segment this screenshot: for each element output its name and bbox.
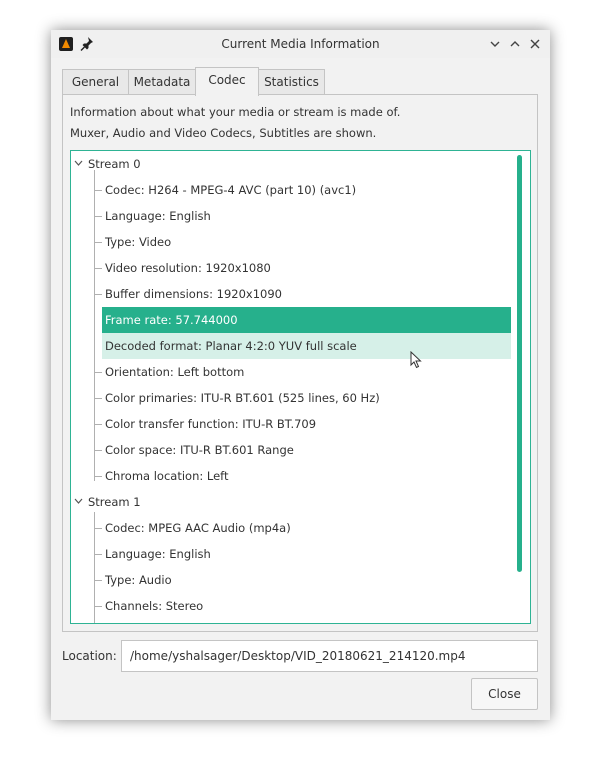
stream-label: Stream 0: [88, 157, 141, 171]
tree-item-label: Language: English: [105, 209, 211, 223]
expand-arrow-icon[interactable]: [74, 498, 83, 504]
tree-item-label: Channels: Stereo: [105, 599, 204, 613]
tree-item[interactable]: [71, 281, 511, 307]
tree-item-label: Color space: ITU-R BT.601 Range: [105, 443, 294, 457]
tree-item-label: Type: Audio: [105, 573, 172, 587]
tree-item[interactable]: [71, 515, 511, 541]
tree-stream-0[interactable]: [71, 151, 511, 177]
tree-item[interactable]: [71, 359, 511, 385]
tree-item[interactable]: [71, 567, 511, 593]
tab-codec[interactable]: Codec: [195, 67, 259, 96]
codec-tree[interactable]: [70, 150, 531, 624]
expand-arrow-icon[interactable]: [74, 160, 83, 166]
tree-item-label: Color transfer function: ITU-R BT.709: [105, 417, 317, 431]
codec-description-line2: Muxer, Audio and Video Codecs, Subtitles are shown.: [70, 126, 377, 140]
tree-item[interactable]: [71, 255, 511, 281]
tree-item-label: Decoded format: Planar 4:2:0 YUV full scale: [105, 339, 357, 353]
close-icon[interactable]: [527, 36, 543, 52]
tab-metadata[interactable]: Metadata: [128, 69, 196, 94]
tree-item[interactable]: [71, 463, 511, 489]
tree-item[interactable]: [71, 593, 511, 619]
maximize-icon[interactable]: [507, 36, 523, 52]
tree-item-label: Frame rate: 57.744000: [105, 313, 238, 327]
tree-item[interactable]: [71, 541, 511, 567]
tree-item[interactable]: [71, 385, 511, 411]
close-button[interactable]: Close: [471, 678, 538, 710]
tree-scrollbar[interactable]: [517, 155, 522, 572]
title-bar[interactable]: [51, 30, 550, 58]
tab-statistics[interactable]: Statistics: [258, 69, 325, 94]
tree-item[interactable]: [71, 229, 511, 255]
tree-item-label: Type: Video: [105, 235, 172, 249]
tree-item-label: Color primaries: ITU-R BT.601 (525 lines, 60 Hz): [105, 391, 380, 405]
location-field[interactable]: /home/yshalsager/Desktop/VID_20180621_214120.mp4: [121, 640, 538, 672]
codec-description-line1: Information about what your media or stream is made of.: [70, 105, 401, 119]
tree-item-label: Chroma location: Left: [105, 469, 229, 483]
tree-item-hovered[interactable]: [102, 333, 511, 359]
location-label: Location:: [62, 649, 117, 663]
codec-panel: [62, 94, 538, 632]
tree-item-label: Buffer dimensions: 1920x1090: [105, 287, 282, 301]
stream-label: Stream 1: [88, 495, 141, 509]
tree-item[interactable]: [71, 411, 511, 437]
tree-item[interactable]: [71, 177, 511, 203]
tree-item-label: Video resolution: 1920x1080: [105, 261, 271, 275]
tree-stream-1[interactable]: [71, 489, 511, 515]
tree-item[interactable]: [71, 203, 511, 229]
tree-item-label: Language: English: [105, 547, 211, 561]
tree-item-label: Codec: MPEG AAC Audio (mp4a): [105, 521, 291, 535]
tab-general[interactable]: General: [62, 69, 129, 94]
tree-item-label: Codec: H264 - MPEG-4 AVC (part 10) (avc1): [105, 183, 357, 197]
minimize-icon[interactable]: [487, 36, 503, 52]
mouse-cursor-icon: [410, 351, 422, 369]
window-title: Current Media Information: [221, 37, 380, 51]
tree-item-label: Orientation: Left bottom: [105, 365, 245, 379]
tree-item[interactable]: [71, 437, 511, 463]
tree-item-selected[interactable]: [102, 307, 511, 333]
media-info-window: [51, 30, 550, 720]
